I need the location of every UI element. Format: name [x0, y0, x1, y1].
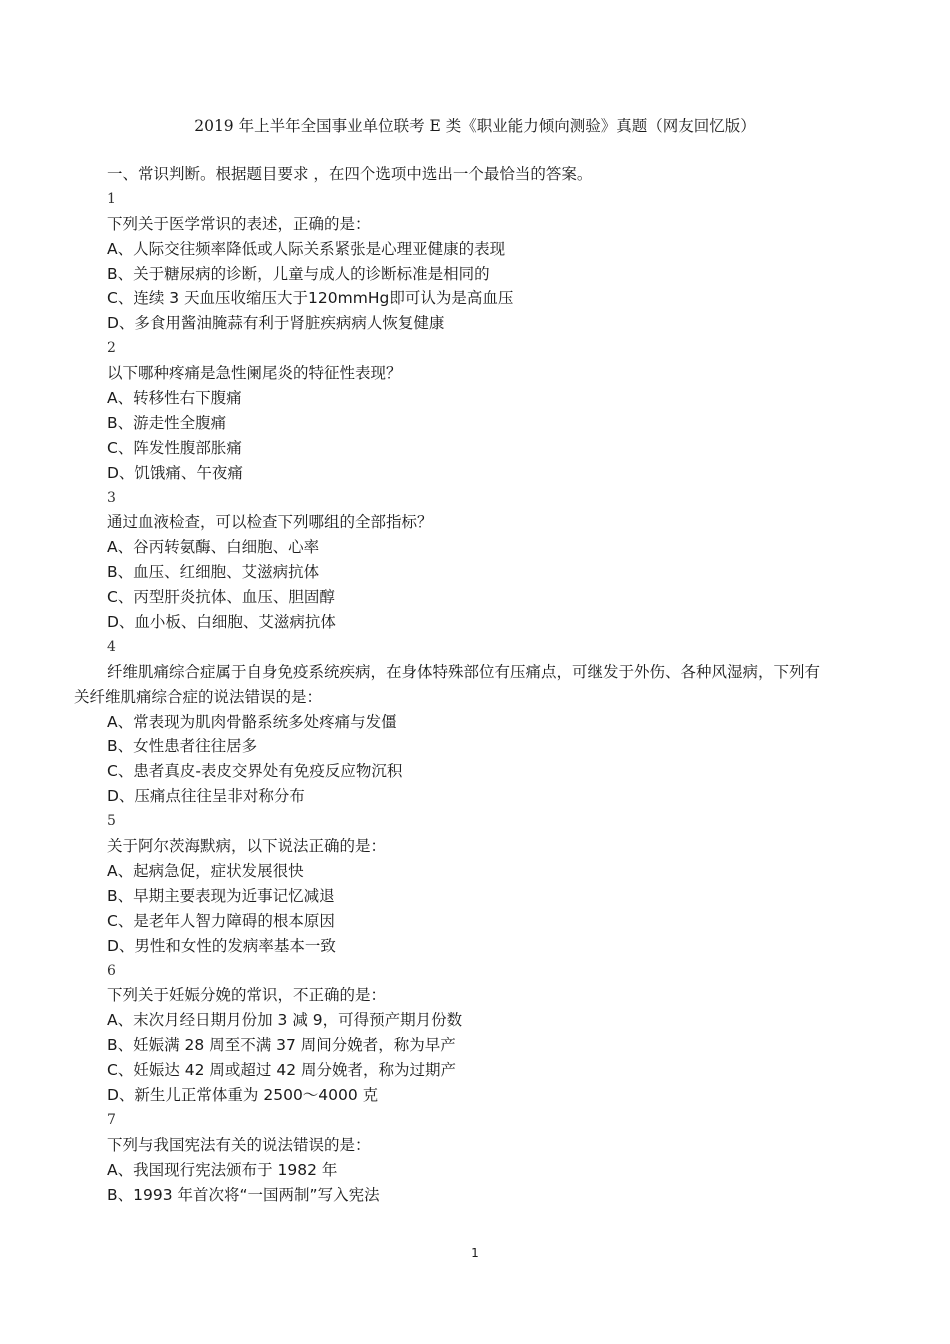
option-b: B、游走性全腹痛 — [107, 413, 227, 432]
question-stem: 以下哪种疼痛是急性阑尾炎的特征性表现？ — [107, 364, 402, 383]
question-number: 6 — [107, 962, 116, 979]
question-stem: 下列关于医学常识的表述，正确的是： — [107, 214, 371, 233]
option-b: B、妊娠满 28 周至不满 37 周间分娩者，称为早产 — [107, 1036, 456, 1055]
option-b: B、血压、红细胞、艾滋病抗体 — [107, 563, 320, 582]
option-d: D、饥饿痛、午夜痛 — [107, 463, 243, 482]
section-heading: 一、常识判断。根据题目要求 ，在四个选项中选出一个最恰当的答案。 — [107, 165, 593, 183]
document-title: 2019 年上半年全国事业单位联考 E 类《职业能力倾向测验》真题（网友回忆版） — [194, 117, 756, 135]
option-c: C、阵发性腹部胀痛 — [107, 438, 242, 457]
question-stem-line2: 关纤维肌痛综合症的说法错误的是： — [74, 687, 323, 706]
question-stem: 下列关于妊娠分娩的常识，不正确的是： — [107, 986, 387, 1005]
option-d: D、多食用酱油腌蒜有利于肾脏疾病病人恢复健康 — [107, 314, 445, 333]
option-c: C、连续 3 天血压收缩压大于120mmHg即可认为是高血压 — [107, 289, 514, 308]
question-number: 4 — [107, 638, 116, 655]
option-d: D、压痛点往往呈非对称分布 — [107, 787, 305, 806]
question-stem: 关于阿尔茨海默病，以下说法正确的是： — [107, 837, 387, 856]
option-d: D、新生儿正常体重为 2500～4000 克 — [107, 1085, 379, 1104]
question-number: 7 — [107, 1111, 116, 1128]
question-stem-line1: 纤维肌痛综合症属于自身免疫系统疾病，在身体特殊部位有压痛点，可继发于外伤、各种风湿病，下列有 — [107, 662, 821, 681]
option-a: A、常表现为肌肉骨骼系统多处疼痛与发僵 — [107, 712, 397, 731]
option-c: C、是老年人智力障碍的根本原因 — [107, 911, 335, 930]
option-b: B、女性患者往往居多 — [107, 737, 258, 756]
option-a: A、人际交往频率降低或人际关系紧张是心理亚健康的表现 — [107, 239, 506, 258]
document-body — [74, 162, 882, 1207]
question-stem: 下列与我国宪法有关的说法错误的是： — [107, 1135, 371, 1154]
option-b: B、早期主要表现为近事记忆减退 — [107, 886, 335, 905]
option-d: D、血小板、白细胞、艾滋病抗体 — [107, 613, 336, 632]
option-b: B、关于糖尿病的诊断，儿童与成人的诊断标准是相同的 — [107, 264, 490, 283]
question-number: 1 — [107, 190, 116, 207]
option-a: A、转移性右下腹痛 — [107, 389, 242, 408]
option-d: D、男性和女性的发病率基本一致 — [107, 936, 336, 955]
question-number: 5 — [107, 813, 116, 830]
option-c: C、丙型肝炎抗体、血压、胆固醇 — [107, 588, 335, 607]
page-number: 1 — [471, 1246, 479, 1260]
question-number: 2 — [107, 340, 116, 357]
option-a: A、谷丙转氨酶、白细胞、心率 — [107, 538, 320, 557]
option-b: B、1993 年首次将“一国两制”写入宪法 — [107, 1185, 380, 1204]
option-c: C、患者真皮-表皮交界处有免疫反应物沉积 — [107, 762, 403, 781]
question-stem: 通过血液检查，可以检查下列哪组的全部指标？ — [107, 513, 433, 532]
question-number: 3 — [107, 489, 116, 506]
option-a: A、起病急促，症状发展很快 — [107, 861, 304, 880]
option-a: A、末次月经日期月份加 3 减 9，可得预产期月份数 — [107, 1011, 463, 1030]
option-c: C、妊娠达 42 周或超过 42 周分娩者，称为过期产 — [107, 1061, 456, 1080]
option-a: A、我国现行宪法颁布于 1982 年 — [107, 1160, 338, 1179]
